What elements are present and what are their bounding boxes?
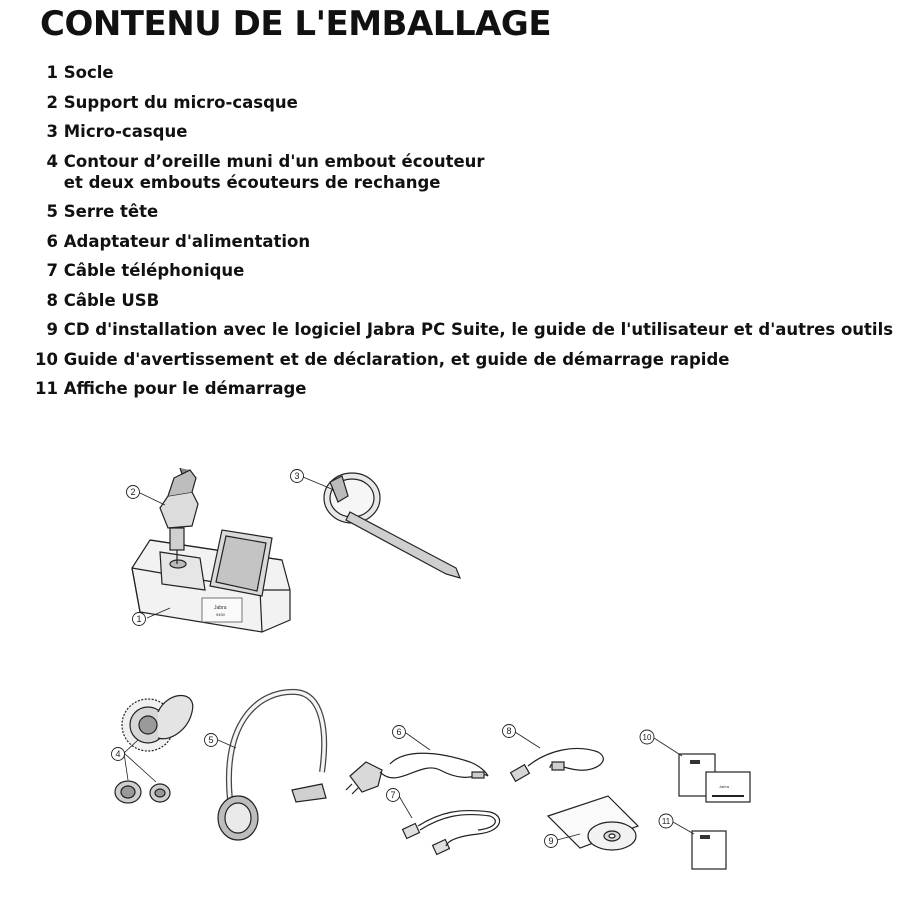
item-number: 7 — [46, 261, 58, 280]
telephone-cable-illustration — [403, 811, 500, 855]
guide-brand-label: Jabra — [719, 784, 730, 789]
callout-9 — [545, 835, 558, 848]
callout-7-label: 7 — [390, 790, 396, 800]
callout-5 — [205, 734, 218, 747]
item-number: 4 — [46, 151, 58, 171]
callout-11 — [659, 814, 673, 828]
callout-6-label: 6 — [396, 727, 402, 737]
item-number: 8 — [46, 290, 58, 310]
callout-1 — [133, 613, 146, 626]
callout-4 — [112, 748, 125, 761]
guides-illustration — [679, 754, 750, 802]
item-label: Adaptateur d'alimentation — [63, 231, 311, 251]
item-label: Câble USB — [63, 290, 160, 310]
item-number: 11 — [35, 379, 58, 398]
headset-illustration — [324, 473, 460, 578]
item-label-line2: et deux embouts écouteurs de rechange — [63, 172, 441, 192]
callout-11-label: 11 — [661, 817, 671, 826]
power-adapter-illustration — [346, 753, 488, 794]
item-number: 5 — [46, 202, 58, 221]
base-model-label: 9450 — [216, 612, 225, 617]
callout-4-label: 4 — [115, 749, 121, 759]
earhook-illustration — [115, 696, 193, 804]
item-number: 2 — [46, 92, 58, 112]
item-label: Câble téléphonique — [63, 261, 245, 280]
cd-illustration — [548, 796, 638, 850]
item-label: Micro-casque — [63, 122, 188, 141]
item-label: Guide d'avertissement et de déclaration, et guide de démarrage rapide — [63, 349, 730, 369]
item-number: 1 — [46, 63, 58, 82]
base-station-illustration — [132, 530, 290, 632]
callout-8-label: 8 — [506, 726, 512, 736]
item-label: Support du micro-casque — [63, 92, 298, 112]
callout-leaders — [124, 477, 694, 840]
page-title: CONTENU DE L'EMBALLAGE — [40, 4, 552, 44]
callout-10 — [640, 730, 654, 744]
callout-6 — [393, 726, 406, 739]
item-label: Serre tête — [63, 202, 159, 221]
callout-1-label: 1 — [136, 614, 142, 624]
item-number: 3 — [46, 122, 58, 141]
item-number: 10 — [35, 349, 58, 369]
callout-3-label: 3 — [294, 471, 300, 481]
item-label: Contour d’oreille muni d'un embout écouteur — [63, 151, 485, 171]
callout-2 — [127, 486, 140, 499]
callout-5-label: 5 — [208, 735, 214, 745]
item-label: Socle — [63, 63, 114, 82]
item-label: Affiche pour le démarrage — [63, 379, 307, 398]
usb-cable-illustration — [511, 748, 604, 781]
callout-7 — [387, 789, 400, 802]
item-number: 9 — [46, 320, 58, 339]
callout-9-label: 9 — [548, 836, 554, 846]
headband-illustration — [218, 692, 326, 840]
base-brand-label: Jabra — [214, 605, 227, 611]
callout-10-label: 10 — [642, 733, 652, 742]
item-number: 6 — [46, 231, 58, 251]
callout-2-label: 2 — [130, 487, 136, 497]
item-label: CD d'installation avec le logiciel Jabra PC Suite, le guide de l'utilisateur et d'autres outils — [63, 320, 894, 339]
callout-8 — [503, 725, 516, 738]
callout-3 — [291, 470, 304, 483]
poster-illustration — [692, 831, 726, 869]
